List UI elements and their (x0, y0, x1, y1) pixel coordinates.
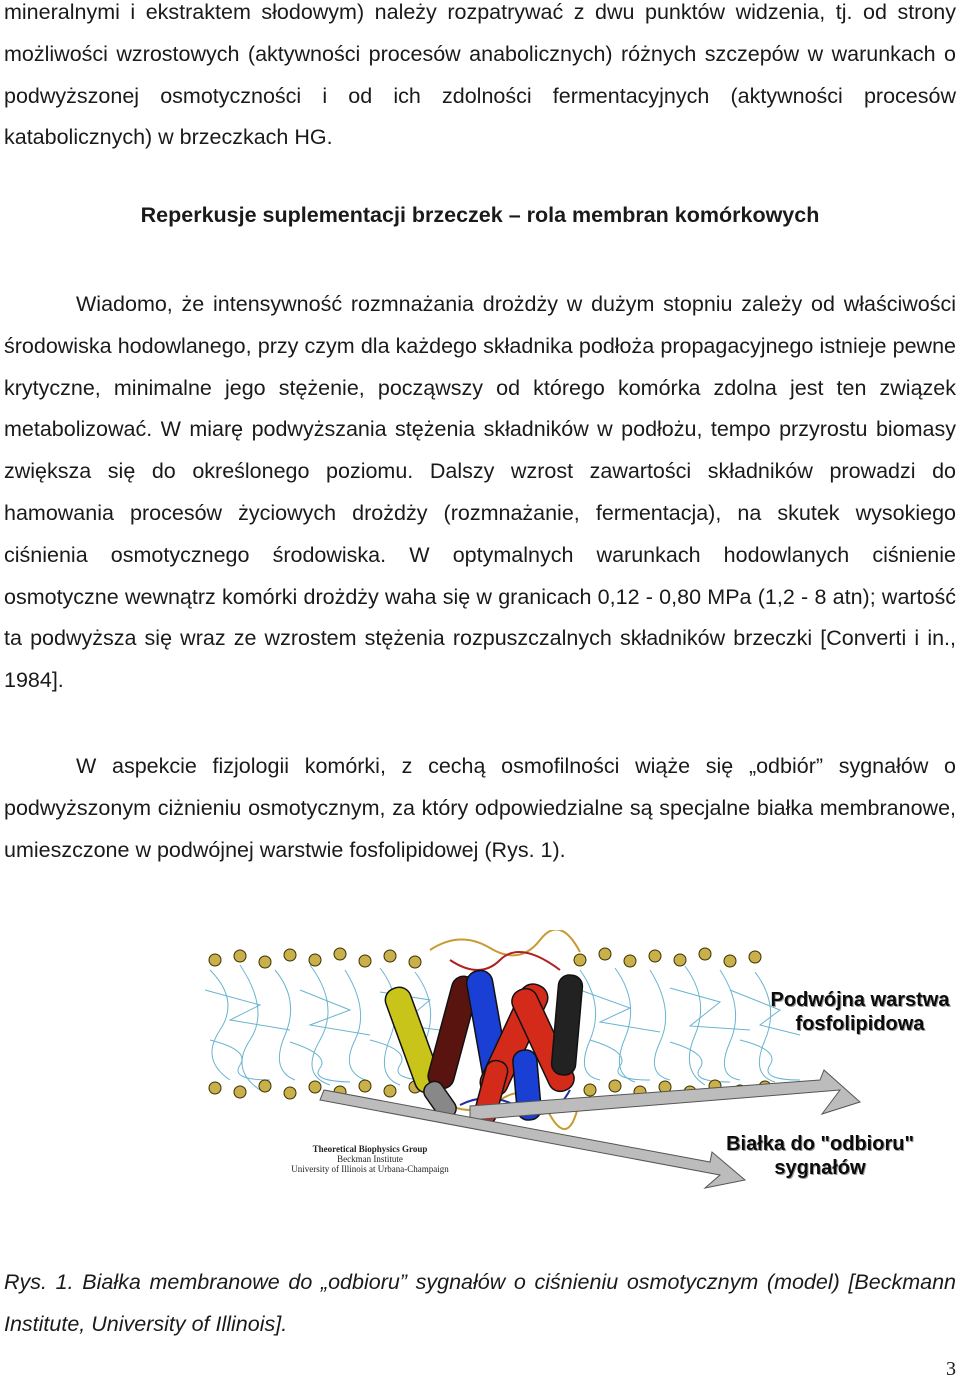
credit-line-1: Theoretical Biophysics Group (312, 1144, 428, 1154)
figure-caption: Rys. 1. Białka membranowe do „odbioru” sygnałów o ciśnieniu osmotycznym (model) [Beckmann Institute, University of Illinois]. (4, 1270, 956, 1336)
figure-credit (260, 1144, 480, 1174)
bilayer-label-line-2: fosfolipidowa (795, 1013, 925, 1035)
bilayer-label-line-1: Podwójna warstwa (770, 989, 950, 1011)
page-number: 3 (946, 1358, 956, 1380)
paragraph-intro: mineralnymi i ekstraktem słodowym) należy rozpatrywać z dwu punktów widzenia, tj. od strony możliwości wzrostowych (aktywności procesów anabolicznych) różnych szczepów w warunkach o podwyższonej osmotyczności i od ich zdolności fermentacyjnych (aktywności procesów katabolicznych) w brzeczkach HG. (4, 0, 956, 150)
proteins-label (710, 1132, 930, 1180)
credit-line-3: University of Illinois at Urbana-Champaign (291, 1164, 449, 1174)
paragraph-osmotic-pressure: Wiadomo, że intensywność rozmnażania drożdży w dużym stopniu zależy od właściwości środowiska hodowlanego, przy czym dla każdego składnika podłoża propagacyjnego istnieje pewne krytyczne, minimalne jego stężenie, począwszy od którego komórka zdolna jest ten związek metabolizować. W miarę podwyższania stężenia składników w podłożu, tempo przyrostu biomasy zwiększa się do określonego poziomu. Dalszy wzrost zawartości składników prowadzi do hamowania procesów życiowych drożdży (rozmnażanie, fermentacja), na skutek wysokiego ciśnienia osmotycznego środowiska. W optymalnych warunkach hodowlanych ciśnienie osmotyczne wewnątrz komórki drożdży waha się w granicach 0,12 - 0,80 MPa (1,2 - 8 atn); wartość ta podwyższa się wraz ze wzrostem stężenia rozpuszczalnych składników brzeczki [Converti i in., 1984]. (4, 292, 956, 693)
credit-line-2: Beckman Institute (337, 1154, 403, 1164)
section-heading: Reperkusje suplementacji brzeczek – rola membran komórkowych (140, 203, 820, 227)
paragraph-membrane-proteins: W aspekcie fizjologii komórki, z cechą osmofilności wiąże się „odbiór” sygnałów o podwyższonym ciżnieniu osmotycznym, za który odpowiedzialne są specjalne białka membranowe, umieszczone w podwójnej warstwie fosfolipidowej (Rys. 1). (4, 754, 956, 862)
bilayer-label (760, 988, 960, 1036)
proteins-label-line-2: sygnałów (774, 1157, 866, 1179)
proteins-label-line-1: Białka do "odbioru" (726, 1133, 914, 1155)
